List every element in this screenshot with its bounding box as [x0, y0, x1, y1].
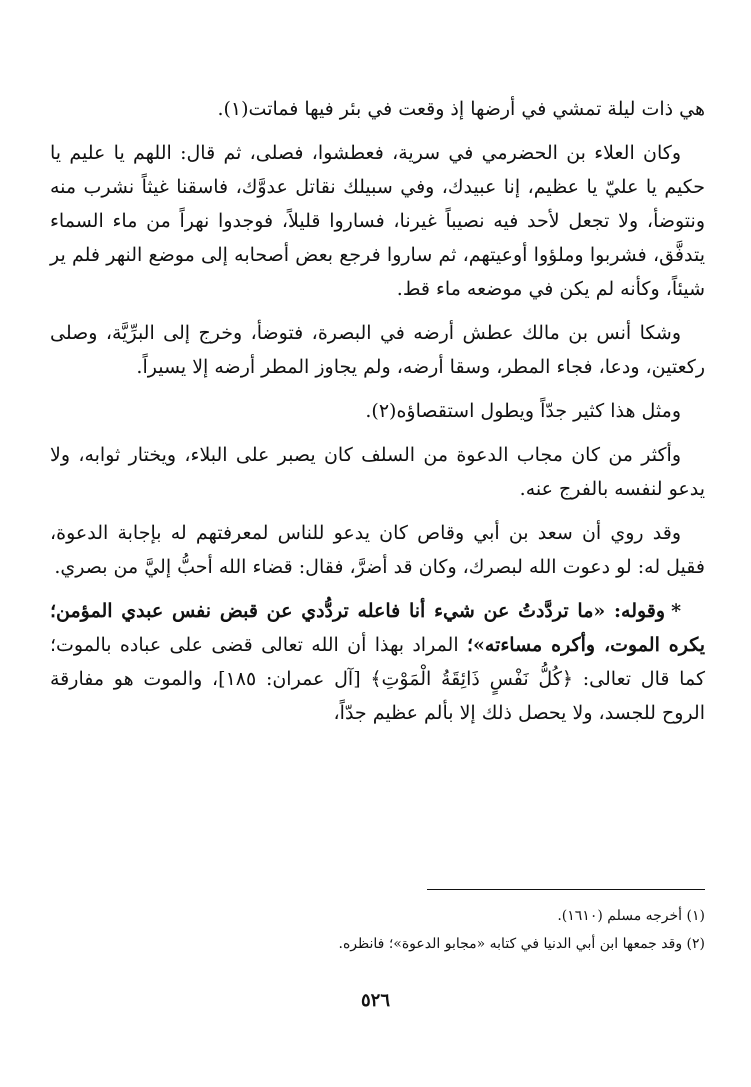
- footnotes: [50, 902, 705, 958]
- paragraph-7: [50, 594, 705, 730]
- paragraph-2: وكان العلاء بن الحضرمي في سرية، فعطشوا، فصلى، ثم قال: اللهم يا عليم يا حكيم يا عليّ يا عظيم، إنا عبيدك، وفي سبيلك نقاتل عدوَّك، فاسقنا غيثاً نشرب منه ونتوضأ، ولا تجعل لأحد فيه نصيباً غيرنا، فساروا قليلاً، فوجدوا نهراً من ماء السماء يتدفَّق، فشربوا وملؤوا أوعيتهم، ثم ساروا فرجع بعض أصحابه إلى موضع النهر فلم ير شيئاً، وكأنه لم يكن في موضعه ماء قط.: [50, 142, 705, 300]
- hadith-quote: وقوله: «ما تردَّدتُ عن شيء أنا فاعله تردُّدي عن قبض نفس عبدي المؤمن؛ يكره الموت، وأكره مساءته»؛: [50, 600, 705, 656]
- paragraph-5: وأكثر من كان مجاب الدعوة من السلف كان يصبر على البلاء، ويختار ثوابه، ولا يدعو لنفسه بالفرج عنه.: [50, 444, 705, 500]
- paragraph-6: وقد روي أن سعد بن أبي وقاص كان يدعو للناس لمعرفتهم له بإجابة الدعوة، فقيل له: لو دعوت الله لبصرك، وكان قد أضرَّ، فقال: قضاء الله أحبُّ إليَّ من بصري.: [50, 522, 705, 578]
- star-marker: *: [671, 600, 681, 622]
- footnote-2: (٢) وقد جمعها ابن أبي الدنيا في كتابه «مجابو الدعوة»؛ فانظره.: [338, 936, 705, 952]
- main-text: [50, 92, 705, 740]
- commentary-text: المراد بهذا أن الله تعالى قضى على عباده بالموت؛ كما قال تعالى: ﴿كُلُّ نَفْسٍ ذَائِقَةُ الْمَوْتِ﴾ [آل عمران: ١٨٥]، والموت هو مفارقة الروح للجسد، ولا يحصل ذلك إلا بألم عظيم جدّاً،: [50, 634, 706, 724]
- footnote-divider: [427, 889, 705, 890]
- paragraph-1: هي ذات ليلة تمشي في أرضها إذ وقعت في بئر فيها فماتت(١).: [217, 98, 705, 120]
- paragraph-4: ومثل هذا كثير جدّاً ويطول استقصاؤه(٢).: [365, 400, 681, 422]
- footnote-1: (١) أخرجه مسلم (١٦١٠).: [557, 908, 705, 924]
- paragraph-3: وشكا أنس بن مالك عطش أرضه في البصرة، فتوضأ، وخرج إلى البرِّيَّة، وصلى ركعتين، ودعا، فجاء المطر، وسقا أرضه، ولم يجاوز المطر أرضه إلا يسيراً.: [50, 322, 705, 378]
- page-number: ٥٢٦: [360, 990, 390, 1011]
